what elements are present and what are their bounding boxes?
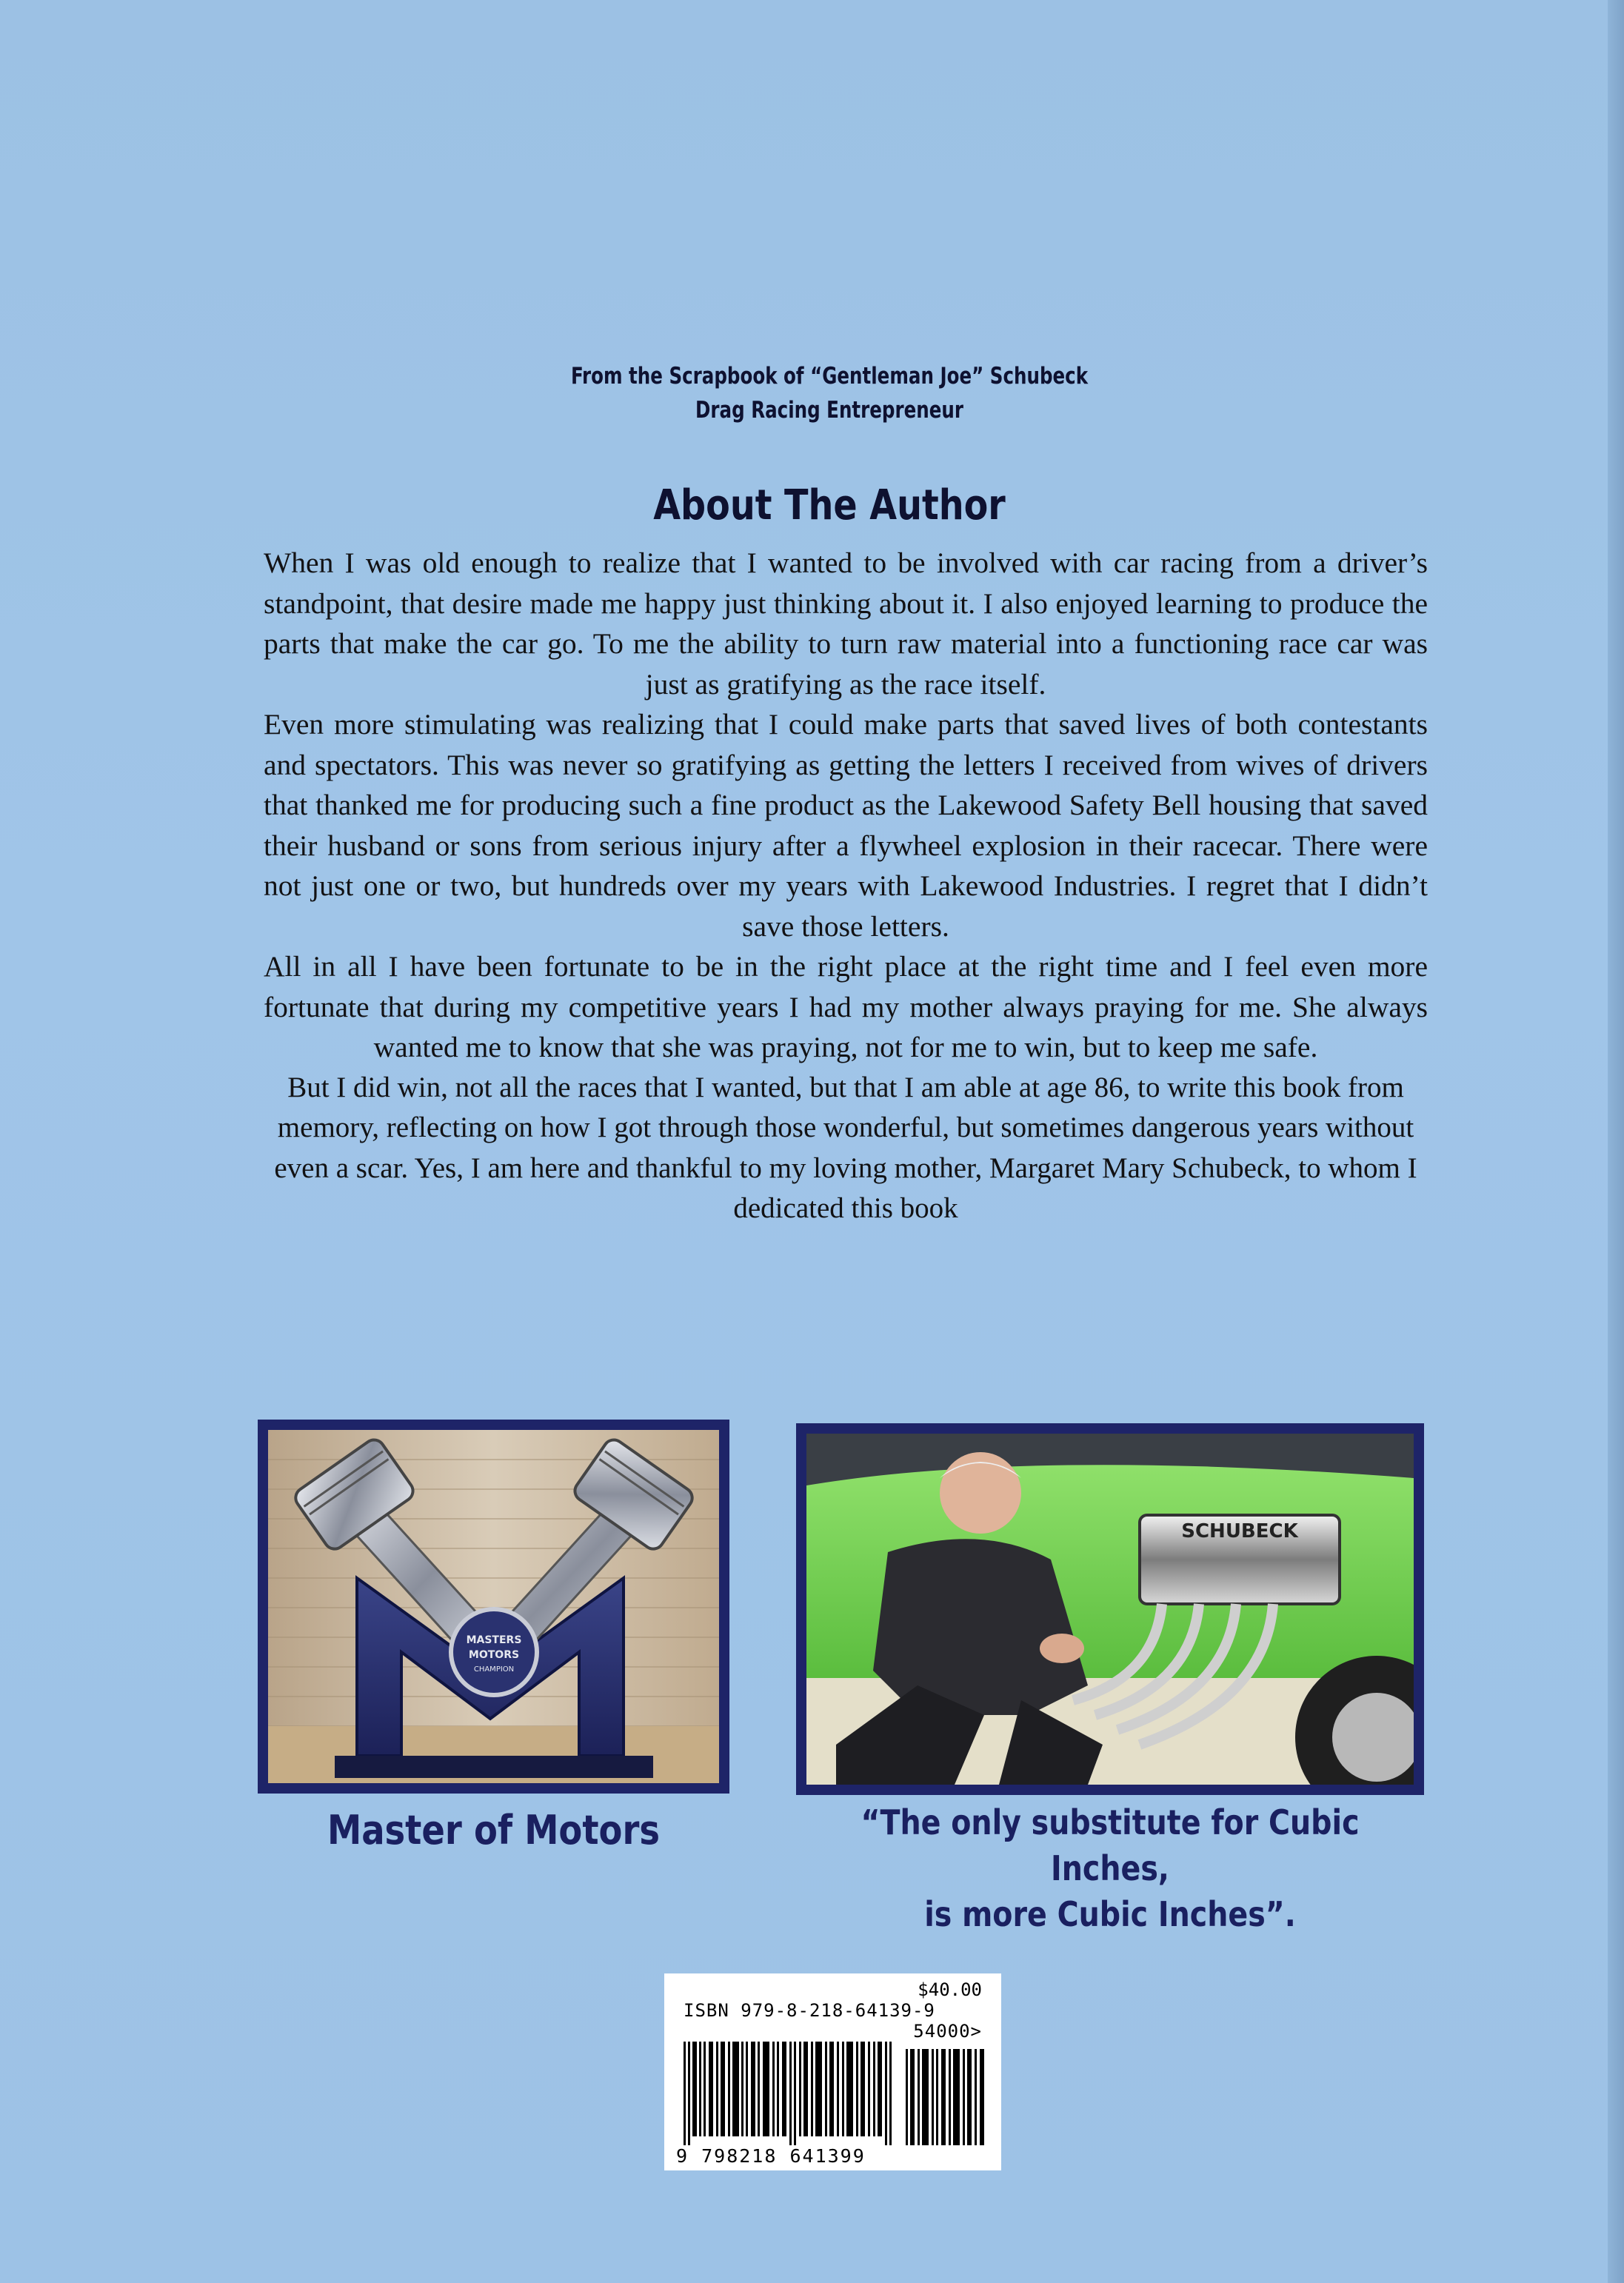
- trophy-text-2: MOTORS: [468, 1649, 520, 1661]
- caption-quote-line-1: “The only substitute for Cubic Inches,: [861, 1802, 1360, 1888]
- trophy-text-1: MASTERS: [466, 1634, 522, 1646]
- trophy-image: [268, 1430, 719, 1783]
- barcode-digits: 9 798218 641399: [676, 2145, 866, 2167]
- caption-cubic-inches: [805, 1799, 1415, 1937]
- bio-paragraph-2: Even more stimulating was realizing that I could make parts that saved lives of both contestants and spectators. This was never so gratifying as getting the letters I received from wives of drivers that thanked me for producing such a fine product as the Lakewood Safety Bell housing that saved their husband or sons from serious injury after a flywheel explosion in their racecar. There were not just one or two, but hundreds over my years with Lakewood Industries. I regret that I didn’t save those letters.: [264, 708, 1428, 943]
- bio-paragraph-4: But I did win, not all the races that I wanted, but that I am able at age 86, to write this book from memory, reflecting on how I got through those wonderful, but sometimes dangerous years without even a scar. Yes, I am here and thankful to my loving mother, Margaret Mary Schubeck, to whom I dedicated this book: [274, 1071, 1417, 1224]
- barcode-isbn: ISBN 979-8-218-64139-9: [684, 2000, 935, 2021]
- page-title: About The Author: [653, 481, 1006, 529]
- engine-image: [806, 1434, 1414, 1785]
- barcode-bars: [684, 2042, 986, 2145]
- scrapbook-header: [99, 359, 1559, 427]
- engine-photo: [796, 1423, 1424, 1795]
- bio-paragraph-3: All in all I have been fortunate to be in the right place at the right time and I feel even more fortunate that during my competitive years I had my mother always praying for me. She always wanted me to know that she was praying, not for me to win, but to keep me safe.: [264, 950, 1428, 1063]
- cover-edge: [1608, 0, 1624, 2283]
- bio-paragraph-1: When I was old enough to realize that I wanted to be involved with car racing from a driver’s standpoint, that desire made me happy just thinking about it. I also enjoyed learning to produce the parts that make the car go. To me the ability to turn raw material into a functioning race car was just as gratifying as the race itself.: [264, 546, 1428, 701]
- barcode-addon: 54000>: [913, 2021, 982, 2042]
- caption-quote-line-2: is more Cubic Inches”.: [924, 1894, 1296, 1934]
- header-line-2: Drag Racing Entrepreneur: [695, 397, 963, 424]
- caption-master-of-motors: Master of Motors: [327, 1807, 661, 1854]
- engine-label: SCHUBECK: [1181, 1520, 1298, 1542]
- trophy-photo: [258, 1420, 729, 1794]
- barcode-price: $40.00: [918, 1979, 982, 2000]
- header-line-1: From the Scrapbook of “Gentleman Joe” Schubeck: [570, 363, 1089, 390]
- isbn-barcode: [664, 1973, 1001, 2170]
- trophy-text-3: CHAMPION: [473, 1665, 515, 1674]
- author-bio: [264, 543, 1428, 1229]
